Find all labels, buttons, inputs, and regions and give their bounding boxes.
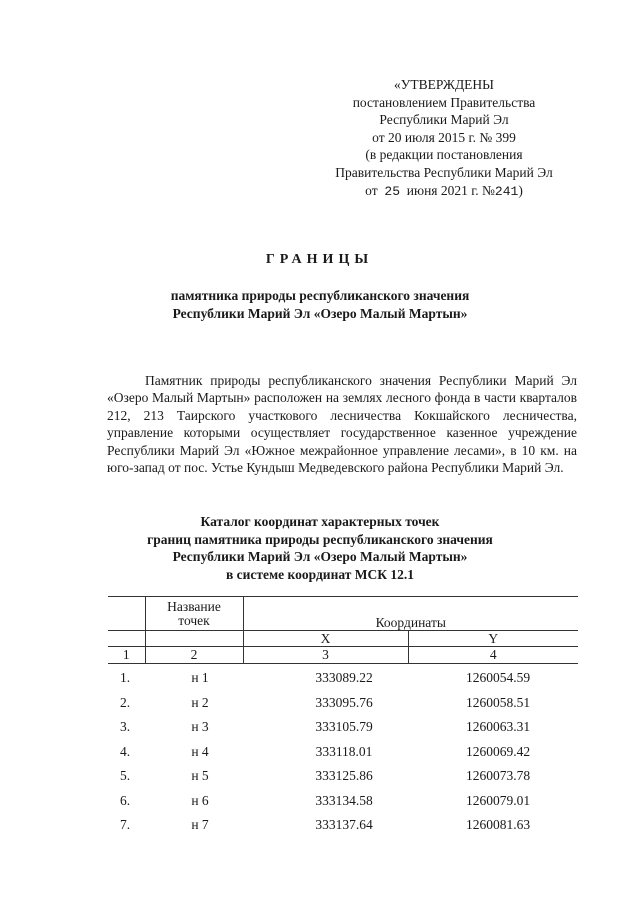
table-row: [108, 768, 578, 793]
approval-date-day: 25: [384, 183, 401, 199]
approval-line: постановлением Правительства: [352, 94, 536, 110]
row-y: 1260081.63: [465, 817, 531, 832]
row-x: 333134.58: [315, 792, 373, 808]
row-number: 6.: [120, 792, 131, 808]
table-row: [108, 719, 578, 744]
row-point-name: н 2: [191, 694, 209, 710]
page-subtitle: [120, 287, 520, 322]
row-x: 333089.22: [315, 670, 373, 685]
approval-line-date: [318, 182, 570, 201]
page-title: ГРАНИЦЫ: [265, 252, 374, 267]
description-paragraph: [107, 372, 577, 476]
description-text: Памятник природы республиканского значения Республики Марий Эл «Озеро Малый Мартын» расположен на землях лесного фонда в части кварталов 212, 213 Таирского участкового лесничества Кокшайского лесничества, управление которыми осуществляет государственное казенное учреждение Республики Марий Эл «Южное межрайонное управление лесами», в 10 км. на юго-запад от пос. Устье Кундыш Медведевского района Республики Марий Эл.: [107, 373, 577, 476]
approval-line: Правительства Республики Марий Эл: [335, 164, 553, 180]
row-point-name: н 1: [191, 670, 209, 685]
approval-date-number: 241: [494, 183, 519, 199]
row-point-name: н 7: [191, 817, 209, 832]
table-row: [108, 744, 578, 769]
row-number: 4.: [120, 743, 131, 759]
subtitle-line: Республики Марий Эл «Озеро Малый Мартын»: [172, 305, 468, 321]
approval-date-suffix: ): [518, 182, 523, 198]
catalog-line: в системе координат МСК 12.1: [225, 566, 415, 582]
row-y: 1260073.78: [465, 768, 531, 783]
header-cell-spacer: [108, 631, 145, 647]
header-cell-spacer: [145, 631, 243, 647]
header-name-line1: Название: [167, 598, 221, 614]
catalog-line: границ памятника природы республиканского значения: [147, 531, 493, 547]
row-number: 2.: [120, 694, 131, 710]
row-y: 1260054.59: [465, 670, 531, 685]
row-x: 333137.64: [315, 817, 373, 832]
header-x: X: [243, 631, 408, 647]
row-x: 333105.79: [315, 719, 373, 734]
table-row: [108, 817, 578, 842]
approval-date-mid: июня 2021 г. №: [406, 182, 495, 198]
row-y: 1260063.31: [465, 719, 531, 734]
header-cell-blank: [108, 597, 145, 631]
header-col4: 4: [408, 647, 578, 664]
table-row: [108, 793, 578, 818]
approval-block: [318, 76, 570, 200]
subtitle-line: памятника природы республиканского значения: [170, 288, 470, 303]
approval-date-prefix: от: [365, 182, 378, 198]
catalog-line: Республики Марий Эл «Озеро Малый Мартын»: [172, 549, 468, 564]
catalog-title: [120, 513, 520, 583]
header-y: Y: [408, 631, 578, 647]
approval-line: (в редакции постановления: [365, 147, 523, 163]
coordinates-table-header: [108, 596, 578, 664]
row-number: 7.: [120, 817, 131, 832]
header-name-line2: точек: [178, 612, 210, 628]
row-y: 1260079.01: [465, 792, 531, 808]
header-col1: 1: [108, 647, 145, 664]
row-x: 333095.76: [315, 694, 373, 710]
row-point-name: н 5: [191, 768, 209, 783]
header-name: [145, 597, 243, 631]
header-coordinates: Координаты: [243, 597, 578, 631]
row-x: 333125.86: [315, 768, 373, 783]
coordinates-rows: [108, 670, 578, 842]
approval-line: Республики Марий Эл: [379, 112, 509, 128]
row-y: 1260069.42: [465, 743, 531, 759]
row-y: 1260058.51: [465, 694, 531, 710]
catalog-line: Каталог координат характерных точек: [200, 514, 440, 529]
table-row: [108, 670, 578, 695]
row-number: 3.: [120, 719, 131, 734]
row-number: 5.: [120, 768, 131, 783]
header-col2: 2: [145, 647, 243, 664]
row-point-name: н 4: [191, 743, 209, 759]
approval-line: «УТВЕРЖДЕНЫ: [394, 77, 494, 92]
table-row: [108, 695, 578, 720]
header-col3: 3: [243, 647, 408, 664]
row-point-name: н 3: [191, 719, 209, 734]
row-point-name: н 6: [191, 792, 209, 808]
row-number: 1.: [120, 670, 131, 685]
approval-line: от 20 июля 2015 г. № 399: [372, 129, 516, 145]
row-x: 333118.01: [315, 743, 373, 759]
